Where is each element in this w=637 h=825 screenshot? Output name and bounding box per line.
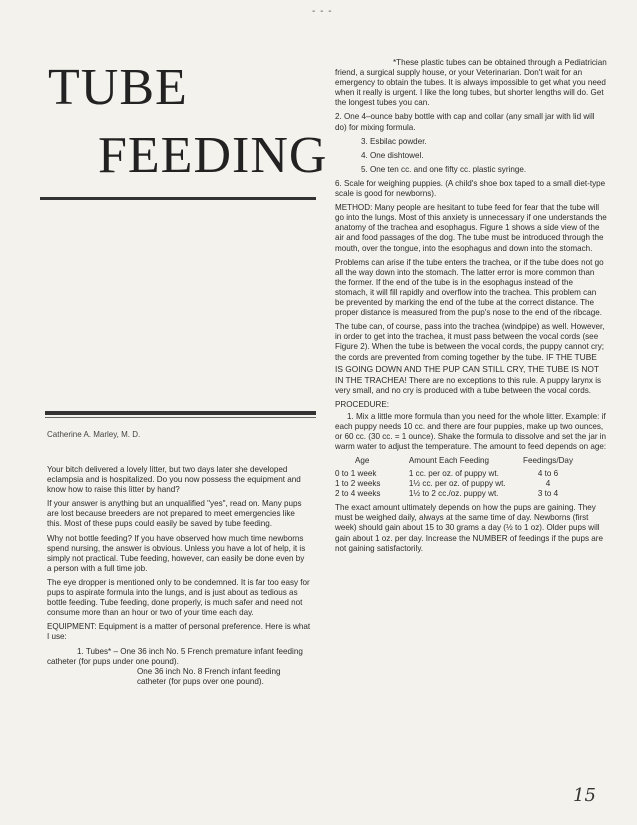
table-cell: 4 [545, 479, 551, 489]
left-column [47, 465, 311, 687]
readon-paragraph: If your answer is anything but an unqualified "yes", read on. Many pups are lost because breeders are not prepared to meet emergencies like this. Most of these pups could easily be saved by tube feeding. [47, 499, 302, 529]
table-cell: 1 cc. per oz. of puppy wt. [408, 469, 499, 479]
procedure-step-1: 1. Mix a little more formula than you need for the whole litter. Example: if each puppy needs 10 cc. and there are four puppies, make up two ounces, or 60 cc. (30 cc. = 1 ounce). Shake the formula to dissolve and set the jar in warm water to adjust the temperature. The amount to feed depends on age: [335, 411, 607, 452]
page-number: 15 [573, 785, 596, 806]
title-line-2: FEEDING [98, 127, 328, 184]
procedure-heading: PROCEDURE: [335, 399, 389, 409]
table-header-amount: Amount Each Feeding [408, 456, 489, 466]
feeding-table [335, 456, 575, 499]
author-divider [45, 411, 316, 415]
author-divider-thin [45, 417, 316, 418]
table-cell: 2 to 4 weeks [335, 489, 381, 499]
equipment-item-3: 3. Esbilac powder. [361, 136, 427, 146]
problems-paragraph: Problems can arise if the tube enters the trachea, or if the tube does not go all the way down into the stomach. The latter error is more common than the former. If the end of the tube is in the esophagus instead of the stomach, it will fill rapidly and overflow into the trachea. This problem can be prevented by marking the end of the tube at the correct distance. The proper distance is measured from the pup's nose to the end of the ribcage. [335, 257, 604, 318]
trachea-caps: IF THE TUBE IS GOING DOWN AND THE PUP CAN STILL CRY, THE TUBE IS NOT IN THE TRACHEA! [335, 352, 599, 385]
method-paragraph: METHOD: Many people are hesitant to tube feed for fear that the tube will go into the lungs. Most of this anxiety is unnecessary if one understands the anatomy of the trachea and esophagus. Figure 1 shows a side view of the air and food passages of the dog. The tube must be introduced through the mouth, over the tongue, into the esophagus and down into the stomach. [335, 203, 607, 253]
table-row [335, 479, 575, 489]
right-column [335, 58, 607, 558]
top-scribble: - - - [312, 6, 333, 17]
equipment-item-4: 4. One dishtowel. [361, 150, 424, 160]
trachea-paragraph [335, 322, 607, 396]
table-cell: 1½ to 2 cc./oz. puppy wt. [408, 489, 499, 499]
table-row [335, 489, 575, 499]
table-cell: 3 to 4 [537, 489, 559, 499]
dropper-paragraph: The eye dropper is mentioned only to be condemned. It is far too easy for pups to aspirate formula into the lungs, and is just about as tedious as bottle feeding. Tube feeding, done properly, is much safer and need not consume more than an hour or two of your time each day. [47, 577, 310, 618]
table-cell: 0 to 1 week [335, 469, 377, 479]
equipment-item-6: 6. Scale for weighing puppies. (A child's shoe box taped to a small diet-type scale is good for newborns). [335, 178, 606, 199]
tubes-item-b: One 36 inch No. 8 French infant feeding catheter (for pups over one pound). [137, 666, 281, 686]
tubes-footnote: *These plastic tubes can be obtained through a Pediatrician friend, a surgical supply house, or your Veterinarian. Don't wait for an emergency to obtain the tubes. It is always impossible to get what you need when it really is urgent. I like the long tubes, but shorter lengths will do. Get the longest tubes you can. [335, 58, 607, 108]
equipment-paragraph: EQUIPMENT: Equipment is a matter of personal preference. Here is what I use: [47, 622, 311, 642]
table-header-age: Age [355, 456, 370, 466]
title-divider [40, 197, 316, 200]
table-cell: 1 to 2 weeks [335, 479, 381, 489]
table-row [335, 469, 575, 479]
intro-paragraph: Your bitch delivered a lovely litter, but two days later she developed eclampsia and is hospitalized. Do you now possess the equipment and know how to raise this litter by hand? [47, 465, 301, 495]
equipment-item-5: 5. One ten cc. and one fifty cc. plastic syringe. [361, 164, 527, 174]
tubes-item-a: 1. Tubes* – One 36 inch No. 5 French premature infant feeding catheter (for pups under one pound). [47, 646, 303, 666]
table-header-row [335, 456, 575, 469]
author-byline: Catherine A. Marley, M. D. [47, 430, 141, 439]
equipment-item-2: 2. One 4–ounce baby bottle with cap and collar (any small jar with lid will do) for mixing formula. [335, 112, 595, 132]
closing-paragraph: The exact amount ultimately depends on how the pups are gaining. They must be weighed daily, always at the same time of day. Newborns (first week) should gain about 15 to 30 grams a day (½ to 1 oz). Older pups will gain about 1 oz. per day. Increase the NUMBER of feedings if the pups are not gaining satisfactorily. [335, 503, 603, 553]
title-line-1: TUBE [48, 59, 188, 116]
trachea-text: The tube can, of course, pass into the trachea (windpipe) as well. However, in order to get into the trachea, it must pass between the vocal cords (see Figure 2). When the tube is between the vocal cords, the puppy cannot cry; the cords are prevented from coming together by the tube. [335, 322, 605, 363]
bottle-paragraph: Why not bottle feeding? If you have observed how much time newborns spend nursing, the answer is obvious. Unless you have a lot of help, it is simply not practical. Tube feeding, however, can easily be done even by a person with a full time job. [47, 533, 306, 573]
trachea-tail: There are no exceptions to this rule. A puppy larynx is very small, and no cry is produced with a tube between the vocal cords. [335, 375, 602, 395]
table-header-feedings: Feedings/Day [523, 456, 573, 466]
table-cell: 4 to 6 [537, 469, 559, 479]
table-cell: 1½ cc. per oz. of puppy wt. [408, 479, 506, 489]
